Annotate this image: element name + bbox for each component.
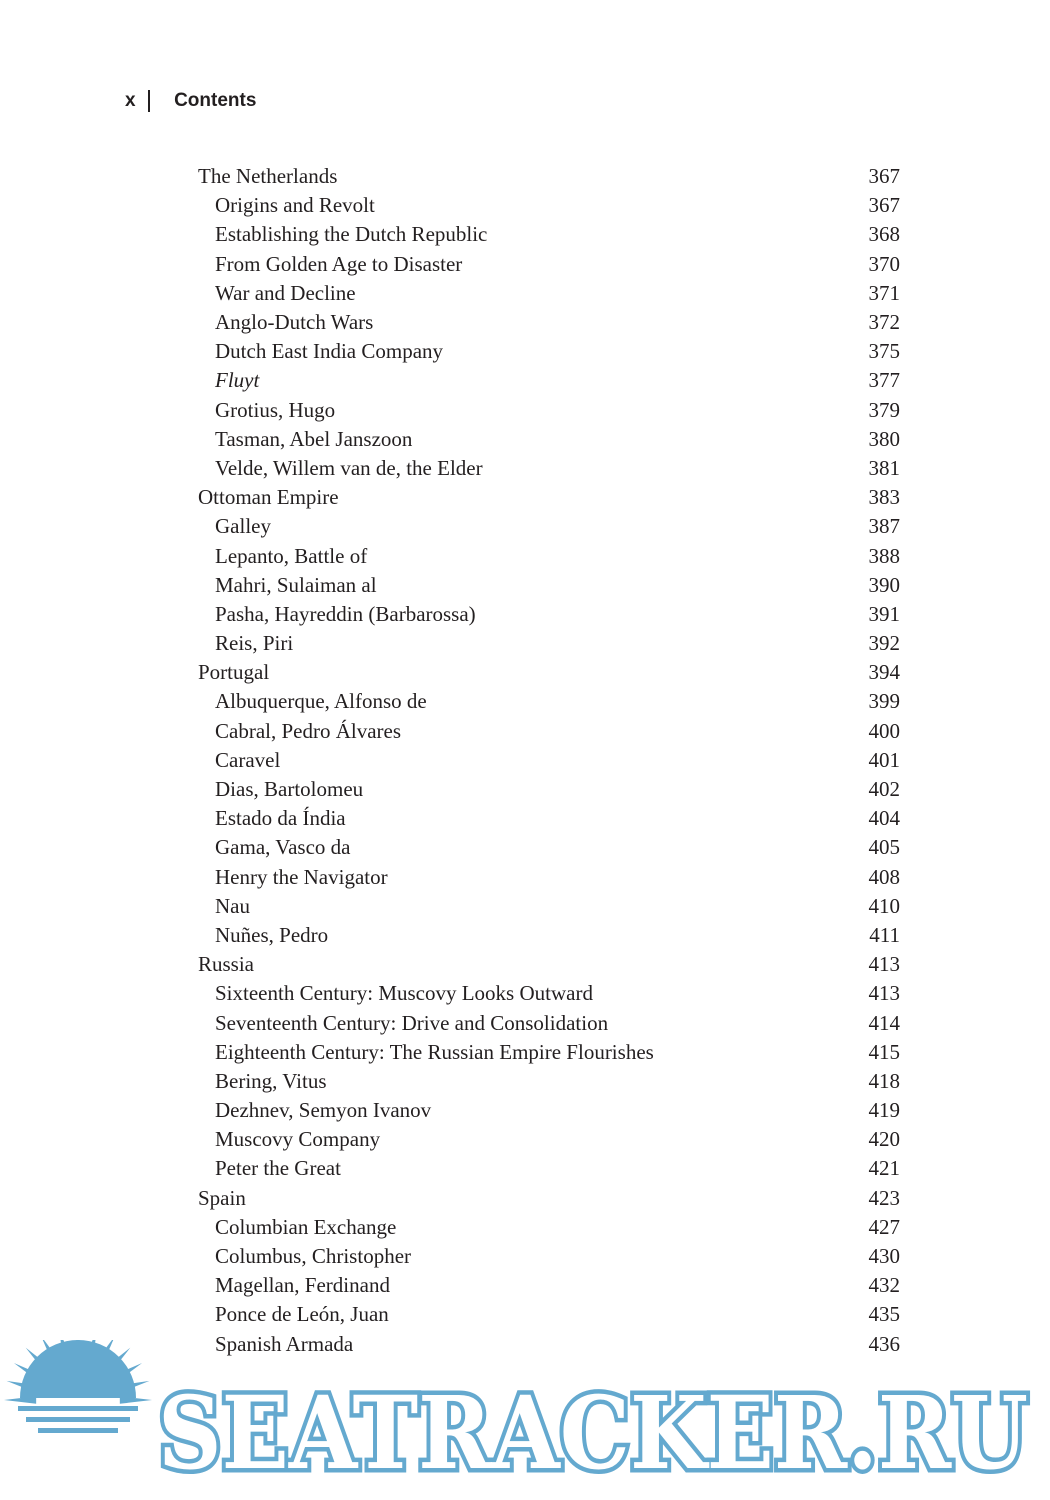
toc-entry-title: Muscovy Company	[215, 1127, 381, 1152]
toc-entry	[198, 1213, 900, 1242]
toc-entry-page: 401	[868, 747, 900, 772]
toc-entry	[198, 979, 900, 1008]
toc-entry-page: 400	[868, 718, 900, 743]
toc-entry-page: 414	[868, 1010, 900, 1035]
toc-entry-title: Peter the Great	[215, 1156, 341, 1181]
toc-entry	[198, 337, 900, 366]
toc-entry-title: Bering, Vitus	[215, 1068, 327, 1093]
toc-entry	[198, 921, 900, 950]
toc-entry-page: 388	[868, 543, 900, 568]
toc-entry-page: 432	[868, 1273, 900, 1298]
toc-entry	[198, 1125, 900, 1154]
toc-entry	[198, 950, 900, 979]
toc-entry-page: 372	[868, 310, 900, 335]
toc-entry	[198, 1271, 900, 1300]
toc-entry	[198, 308, 900, 337]
toc-entry-title: Columbus, Christopher	[215, 1244, 412, 1269]
toc-entry	[198, 600, 900, 629]
toc-entry-title: Russia	[198, 952, 255, 977]
toc-entry	[198, 746, 900, 775]
toc-entry	[198, 396, 900, 425]
toc-entry-title: Origins and Revolt	[215, 193, 375, 218]
toc-entry	[198, 629, 900, 658]
toc-entry	[198, 454, 900, 483]
toc-entry-page: 380	[868, 426, 900, 451]
toc-entry-title: Dezhnev, Semyon Ivanov	[215, 1098, 432, 1123]
toc-entry	[198, 1300, 900, 1329]
table-of-contents	[198, 162, 900, 1359]
toc-entry	[198, 425, 900, 454]
toc-entry-page: 371	[868, 280, 900, 305]
toc-entry	[198, 1096, 900, 1125]
toc-entry	[198, 541, 900, 570]
toc-entry-title: Ottoman Empire	[198, 485, 339, 510]
header-divider	[148, 90, 151, 112]
toc-entry-title: Velde, Willem van de, the Elder	[215, 455, 483, 480]
toc-entry-title: Cabral, Pedro Álvares	[215, 718, 402, 743]
toc-entry-page: 411	[869, 922, 900, 947]
toc-entry-title: Magellan, Ferdinand	[215, 1273, 390, 1298]
toc-entry-page: 421	[868, 1156, 900, 1181]
toc-entry	[198, 804, 900, 833]
toc-entry	[198, 1154, 900, 1183]
toc-entry-page: 413	[868, 952, 900, 977]
toc-entry	[198, 775, 900, 804]
toc-entry-title: War and Decline	[215, 280, 356, 305]
toc-entry-page: 392	[868, 631, 900, 656]
toc-entry-page: 367	[868, 164, 900, 189]
toc-entry	[198, 833, 900, 862]
toc-entry	[198, 892, 900, 921]
toc-entry-title: Nau	[215, 893, 250, 918]
toc-entry-page: 418	[868, 1068, 900, 1093]
toc-entry-page: 370	[868, 251, 900, 276]
toc-entry-title: Tasman, Abel Janszoon	[215, 426, 413, 451]
toc-entry-page: 390	[868, 572, 900, 597]
toc-entry	[198, 162, 900, 191]
toc-entry-title: Fluyt	[215, 368, 260, 393]
toc-entry-page: 435	[868, 1302, 900, 1327]
toc-entry-page: 399	[868, 689, 900, 714]
toc-entry-page: 381	[868, 455, 900, 480]
toc-entry-title: From Golden Age to Disaster	[215, 251, 463, 276]
running-header	[125, 88, 256, 114]
toc-entry	[198, 571, 900, 600]
toc-entry-title: Eighteenth Century: The Russian Empire Flourishes	[215, 1039, 654, 1064]
toc-entry-page: 405	[868, 835, 900, 860]
toc-entry-title: Caravel	[215, 747, 281, 772]
toc-entry-page: 419	[868, 1098, 900, 1123]
toc-entry-title: The Netherlands	[198, 164, 338, 189]
toc-entry-title: Grotius, Hugo	[215, 397, 336, 422]
toc-entry-page: 368	[868, 222, 900, 247]
toc-entry-title: Portugal	[198, 660, 270, 685]
toc-entry-title: Sixteenth Century: Muscovy Looks Outward	[215, 981, 593, 1006]
toc-entry-page: 423	[868, 1185, 900, 1210]
toc-entry-page: 410	[868, 893, 900, 918]
toc-entry	[198, 1184, 900, 1213]
toc-entry	[198, 366, 900, 395]
toc-entry-page: 377	[868, 368, 900, 393]
toc-entry-title: Henry the Navigator	[215, 864, 388, 889]
toc-entry-page: 387	[868, 514, 900, 539]
toc-entry-title: Pasha, Hayreddin (Barbarossa)	[215, 601, 476, 626]
toc-entry	[198, 512, 900, 541]
toc-entry-title: Seventeenth Century: Drive and Consolidation	[215, 1010, 609, 1035]
toc-entry-page: 404	[868, 806, 900, 831]
toc-entry-title: Lepanto, Battle of	[215, 543, 368, 568]
toc-entry-page: 413	[868, 981, 900, 1006]
toc-entry-page: 383	[868, 485, 900, 510]
sun-icon	[4, 1340, 152, 1433]
toc-entry	[198, 250, 900, 279]
toc-entry-title: Spanish Armada	[215, 1331, 354, 1356]
toc-entry	[198, 658, 900, 687]
toc-entry-title: Reis, Piri	[215, 631, 294, 656]
toc-entry-page: 420	[868, 1127, 900, 1152]
toc-entry-page: 415	[868, 1039, 900, 1064]
toc-entry-title: Mahri, Sulaiman al	[215, 572, 377, 597]
toc-entry	[198, 1242, 900, 1271]
toc-entry	[198, 483, 900, 512]
toc-entry	[198, 1067, 900, 1096]
toc-entry	[198, 220, 900, 249]
toc-entry-page: 427	[868, 1214, 900, 1239]
toc-entry-page: 436	[868, 1331, 900, 1356]
toc-entry-page: 379	[868, 397, 900, 422]
toc-entry	[198, 863, 900, 892]
watermark	[0, 1340, 1050, 1500]
toc-entry	[198, 1038, 900, 1067]
toc-entry-title: Establishing the Dutch Republic	[215, 222, 488, 247]
toc-entry-title: Anglo-Dutch Wars	[215, 310, 374, 335]
toc-entry-title: Gama, Vasco da	[215, 835, 351, 860]
toc-entry-title: Columbian Exchange	[215, 1214, 397, 1239]
toc-entry-page: 394	[868, 660, 900, 685]
toc-entry-title: Galley	[215, 514, 271, 539]
toc-entry-page: 391	[868, 601, 900, 626]
toc-entry-title: Dias, Bartolomeu	[215, 777, 364, 802]
toc-entry-title: Ponce de León, Juan	[215, 1302, 389, 1327]
toc-entry	[198, 717, 900, 746]
toc-entry-page: 375	[868, 339, 900, 364]
toc-entry-title: Estado da Índia	[215, 806, 346, 831]
toc-entry-title: Albuquerque, Alfonso de	[215, 689, 427, 714]
toc-entry-title: Nuñes, Pedro	[215, 922, 329, 947]
header-title: Contents	[174, 90, 257, 111]
toc-entry	[198, 1008, 900, 1037]
watermark-text: SEATRACKER.RU	[158, 1374, 1028, 1492]
page-number: x	[125, 90, 136, 111]
toc-entry-page: 430	[868, 1244, 900, 1269]
toc-entry	[198, 191, 900, 220]
toc-entry-title: Spain	[198, 1185, 246, 1210]
toc-entry-page: 402	[868, 777, 900, 802]
toc-entry	[198, 279, 900, 308]
toc-entry-page: 367	[868, 193, 900, 218]
toc-entry	[198, 687, 900, 716]
toc-entry-title: Dutch East India Company	[215, 339, 444, 364]
toc-entry-page: 408	[868, 864, 900, 889]
